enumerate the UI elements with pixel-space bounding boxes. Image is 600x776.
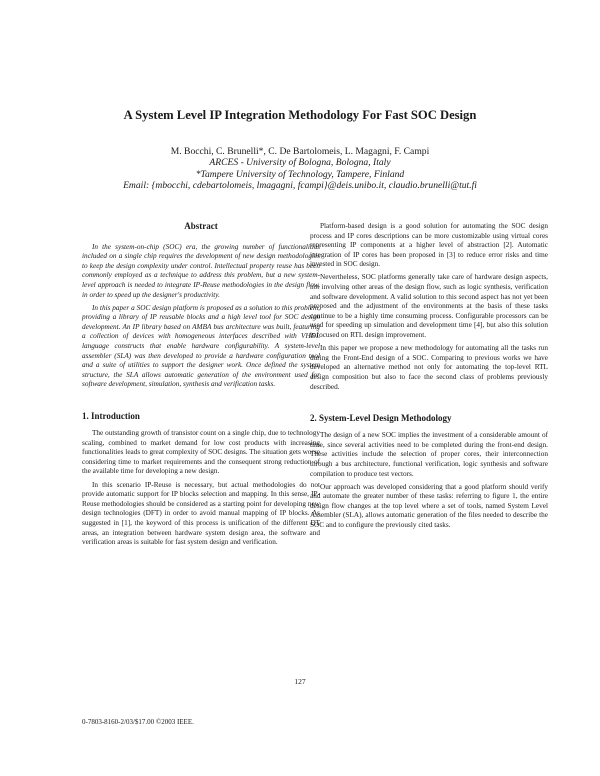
body-paragraph: Nevertheless, SOC platforms generally take care of hardware design aspects, not involving other areas of the design flow, such as logic synthesis, verification and software development. A valid solution to this second aspect has not yet been proposed and the adjustment of the environments at the basis of these tasks continue to be a highly time consuming process. Configurable processors can be used for speeding up simulation and development time [4], but also this solution is focused on RTL design improvement. xyxy=(310,273,548,340)
author-block xyxy=(0,146,600,191)
paper-title: A System Level IP Integration Methodology For Fast SOC Design xyxy=(123,108,477,122)
right-column xyxy=(310,222,548,534)
affiliation-tampere: *Tampere University of Technology, Tampere, Finland xyxy=(195,168,405,180)
methodology-heading: 2. System-Level Design Methodology xyxy=(310,412,452,423)
page-number: 127 xyxy=(294,677,306,686)
body-paragraph: Our approach was developed considering that a good platform should verify and automate the greater number of these tasks: referring to figure 1, the entire design flow changes at the top level where a set of tools, named System Level Assembler (SLA), allows automatic generation of the files needed to describe the SOC and to configure the previously cited tasks. xyxy=(310,482,548,530)
left-column xyxy=(82,222,320,551)
abstract-paragraph: In the system-on-chip (SOC) era, the growing number of functionalities included on a single chip requires the development of new design methodologies to keep the design complexity under control. Intellectual property reuse has been commonly employed as a technique to address this problem, but a new system-level approach is needed to integrate IP-Reuse methodologies in the design flow, in order to speed up the designer's productivity. xyxy=(82,242,320,299)
affiliation-bologna: ARCES - University of Bologna, Bologna, Italy xyxy=(209,157,391,169)
body-paragraph: In this paper we propose a new methodology for automating all the tasks run during the Front-End design of a SOC. Comparing to previous works we have developed an alternative method not only for automating the top-level RTL design composition but also to face the second class of problems previously described. xyxy=(310,344,548,391)
abstract-paragraph: In this paper a SOC design platform is proposed as a solution to this problem, providing a library of IP reusable blocks and a high level tool for SOC design development. An IP library based on AMBA bus architecture was built, featuring a collection of devices with homogeneous interfaces described with VHDL language constructs that enable hardware configurability. A system-level assembler (SLA) was then developed to provide a hardware configuration tool and a suite of utilities to support the designer work. Once defined the system structure, the SLA allows automatic generation of the environment used for software development, simulation, synthesis and verification tasks. xyxy=(82,303,320,389)
body-paragraph: The design of a new SOC implies the investment of a considerable amount of time, since several activities need to be completed during the front-end design. These activities include the selection of proper cores, their interconnection through a bus architecture, functional verification, logic synthesis and software compilation to produce test vectors. xyxy=(310,431,548,478)
author-emails: Email: {mbocchi, cdebartolomeis, lmagagni, fcampi}@deis.unibo.it, claudio.brunelli@tut.fi xyxy=(123,179,477,191)
author-names: M. Bocchi, C. Brunelli*, C. De Bartolomeis, L. Magagni, F. Campi xyxy=(170,146,430,157)
copyright-footer: 0-7803-8160-2/03/$17.00 ©2003 IEEE. xyxy=(82,718,194,726)
body-paragraph: In this scenario IP-Reuse is necessary, but actual methodologies do not provide automatic support for IP blocks selection and mapping. In this sense, IP-Reuse methodologies should be considered as a starting point for developing new design technologies (DFT) in order to avoid manual mapping of IP blocks. As suggested in [1], the keyword of this process is unification of the different DT areas, an integration between hardware system design area, the software and verification areas is suitable for fast system design and verification. xyxy=(82,480,320,547)
abstract-heading: Abstract xyxy=(184,221,218,231)
introduction-heading: 1. Introduction xyxy=(82,410,140,421)
body-paragraph: Platform-based design is a good solution for automating the SOC design process and IP cores descriptions can be more customizable using virtual cores representing IP components at a higher level of abstraction [2]. Automatic integration of IP cores has been proposed in [3] to reduce error risks and time invested in SOC design. xyxy=(310,222,548,269)
body-paragraph: The outstanding growth of transistor count on a single chip, due to technology scaling, combined to market demand for low cost products with increasing functionalities leads to great complexity of SOC designs. The situation gets worse considering time to market requirements and the consequent strong reduction of the available time for developing a new design. xyxy=(82,429,320,476)
abstract xyxy=(82,243,320,390)
